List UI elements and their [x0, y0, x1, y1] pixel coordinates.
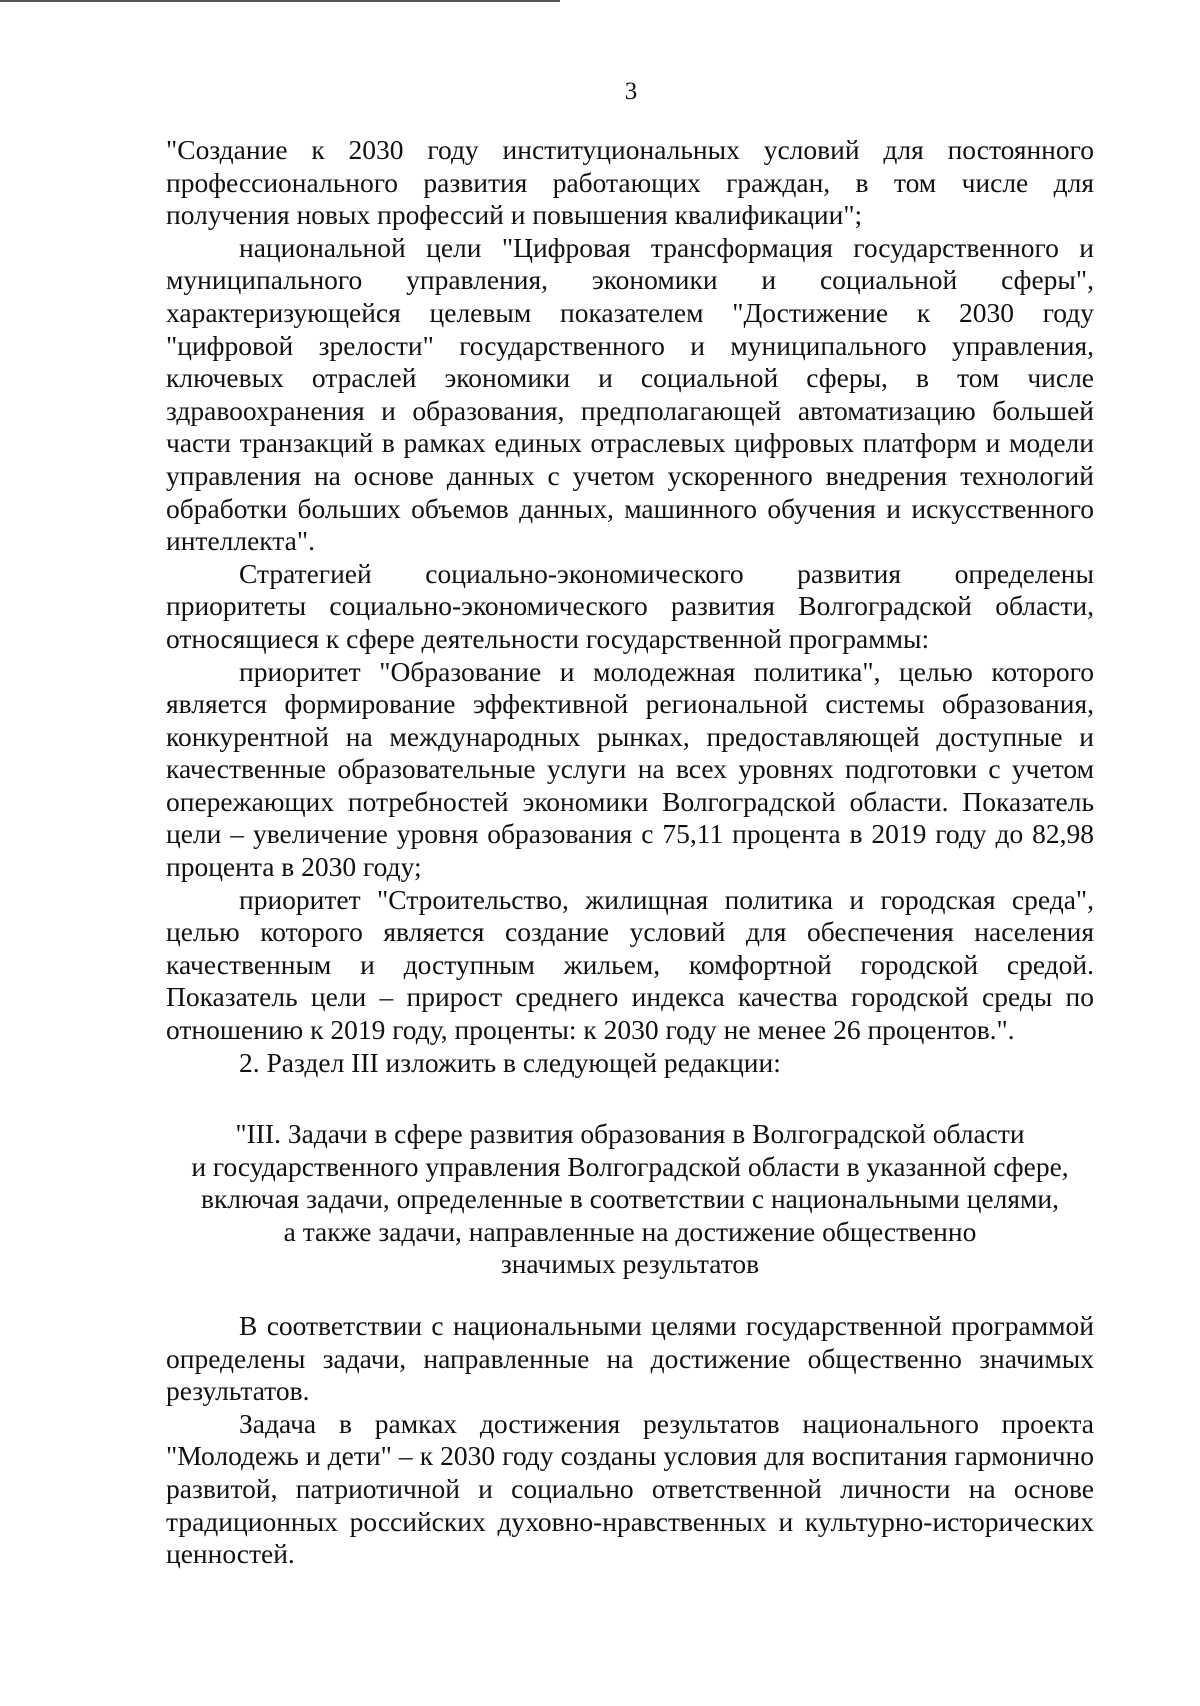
section-heading-line: включая задачи, определенные в соответствии с национальными целями, — [201, 1183, 1059, 1215]
page-number: 3 — [624, 78, 638, 105]
paragraph-tasks-defined: В соответствии с национальными целями государственной программой определены задачи, направленные на достижение общественно значимых результатов. — [166, 1310, 1094, 1407]
paragraph-priority-education: приоритет "Образование и молодежная политика", целью которого является формирование эффективной региональной системы образования, конкурентной на международных рынках, предоставляющей доступные и качественные образовательные услуги на всех уровнях подготовки с учетом опережающих потребностей экономики Волгоградской области. Показатель цели – увеличение уровня образования с 75,11 процента в 2019 году до 82,98 процента в 2030 году; — [166, 655, 1094, 883]
section-heading-line: а также задачи, направленные на достижение общественно — [283, 1215, 977, 1247]
paragraph-digital-transformation: национальной цели "Цифровая трансформация государственного и муниципального управления, экономики и социальной сферы", характеризующейся целевым показателем "Достижение к 2030 году "цифровой зрелости" государственного и муниципального управления, ключевых отраслей экономики и социальной сферы, в том числе здравоохранения и образования, предполагающей автоматизацию большей части транзакций в рамках единых отраслевых цифровых платформ и модели управления на основе данных с учетом ускоренного внедрения технологий обработки больших объемов данных, машинного обучения и искусственного интеллекта". — [166, 231, 1094, 557]
paragraph-section-amendment: 2. Раздел III изложить в следующей редакции: — [239, 1046, 781, 1078]
body-text — [166, 134, 1094, 1079]
paragraph-priority-construction: приоритет "Строительство, жилищная политика и городская среда", целью которого является создание условий для обеспечения населения качественным и доступным жильем, комфортной городской средой. Показатель цели – прирост среднего индекса качества городской среды по отношению к 2019 году, проценты: к 2030 году не менее 26 процентов.". — [166, 883, 1094, 1046]
paragraph-professional-development: "Создание к 2030 году институциональных условий для постоянного профессионального развития работающих граждан, в том числе для получения новых профессий и повышения квалификации"; — [166, 134, 1094, 231]
scan-top-edge-line — [0, 0, 560, 2]
paragraph-strategy-priorities: Стратегией социально-экономического развития определены приоритеты социально-экономического развития Волгоградской области, относящиеся к сфере деятельности государственной программы: — [166, 557, 1094, 654]
section-heading-line: и государственного управления Волгоградской области в указанной сфере, — [191, 1150, 1069, 1182]
section-heading — [166, 1118, 1094, 1281]
section-heading-line: значимых результатов — [500, 1248, 760, 1280]
section-body-text — [166, 1310, 1094, 1571]
section-heading-line: "III. Задачи в сфере развития образования в Волгоградской области — [235, 1118, 1025, 1149]
paragraph-youth-and-children: Задача в рамках достижения результатов национального проекта "Молодежь и дети" – к 2030 году созданы условия для воспитания гармонично развитой, патриотичной и социально ответственной личности на основе традиционных российских духовно-нравственных и культурно-исторических ценностей. — [166, 1407, 1094, 1570]
